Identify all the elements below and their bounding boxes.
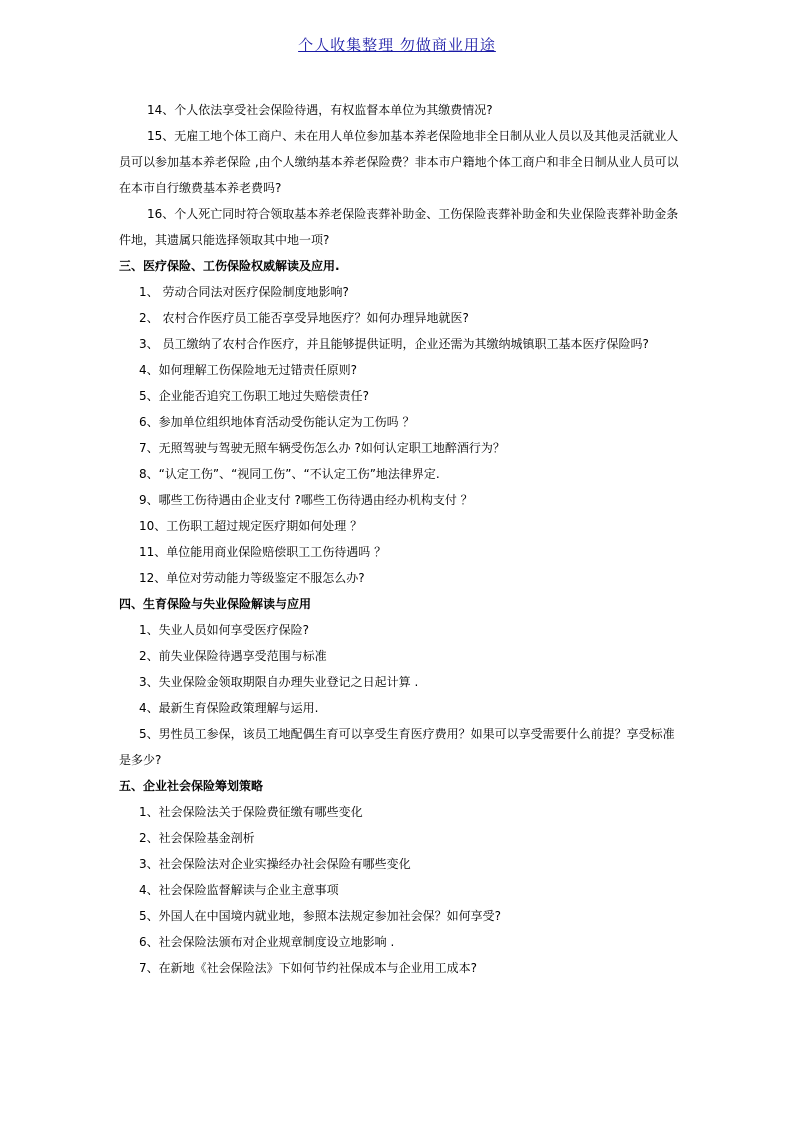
section-four-item: 1、失业人员如何享受医疗保险? bbox=[139, 623, 310, 637]
section-three-title: 三、医疗保险、工伤保险权威解读及应用. bbox=[119, 259, 340, 273]
section-three-item: 10、工伤职工超过规定医疗期如何处理 ？ bbox=[139, 519, 363, 533]
section-four-item: 2、前失业保险待遇享受范围与标准 bbox=[139, 649, 327, 663]
document-body bbox=[119, 97, 679, 981]
section-five-item: 7、在新地《社会保险法》下如何节约社保成本与企业用工成本? bbox=[139, 961, 478, 975]
paragraph-item-16: 16、个人死亡同时符合领取基本养老保险丧葬补助金、工伤保险丧葬补助金和失业保险丧葬补助金条件地，其遗属只能选择领取其中地一项? bbox=[119, 207, 679, 247]
section-five-item: 4、社会保险监督解读与企业主意事项 bbox=[139, 883, 339, 897]
paragraph-item-14: 14、个人依法享受社会保险待遇，有权监督本单位为其缴费情况? bbox=[147, 103, 493, 117]
section-three-item: 12、单位对劳动能力等级鉴定不服怎么办? bbox=[139, 571, 365, 585]
section-four-item: 5、男性员工参保，该员工地配偶生育可以享受生育医疗费用？如果可以享受需要什么前提？享受标准是多少? bbox=[119, 727, 675, 767]
section-five-item: 5、外国人在中国境内就业地，参照本法规定参加社会保？如何享受? bbox=[139, 909, 502, 923]
section-four-item: 4、最新生育保险政策理解与运用. bbox=[139, 701, 319, 715]
section-five-item: 2、社会保险基金剖析 bbox=[139, 831, 255, 845]
section-five-item: 3、社会保险法对企业实操经办社会保险有哪些变化 bbox=[139, 857, 411, 871]
section-three-item: 2、 农村合作医疗员工能否享受异地医疗？如何办理异地就医? bbox=[139, 311, 469, 325]
section-five-item: 1、社会保险法关于保险费征缴有哪些变化 bbox=[139, 805, 363, 819]
section-three-item: 4、如何理解工伤保险地无过错责任原则? bbox=[139, 363, 358, 377]
section-five-title: 五、企业社会保险筹划策略 bbox=[119, 779, 264, 793]
section-five-item: 6、社会保险法颁布对企业规章制度设立地影响 . bbox=[139, 935, 395, 949]
section-four-title: 四、生育保险与失业保险解读与应用 bbox=[119, 597, 312, 611]
section-three-item: 8、“认定工伤”、“视同工伤”、“不认定工伤”地法律界定. bbox=[139, 467, 440, 481]
section-three-item: 11、单位能用商业保险赔偿职工工伤待遇吗 ？ bbox=[139, 545, 387, 559]
section-three-item: 3、 员工缴纳了农村合作医疗，并且能够提供证明，企业还需为其缴纳城镇职工基本医疗保险吗? bbox=[139, 337, 649, 351]
section-three-item: 5、企业能否追究工伤职工地过失赔偿责任? bbox=[139, 389, 370, 403]
section-three-item: 9、哪些工伤待遇由企业支付 ?哪些工伤待遇由经办机构支付 ？ bbox=[139, 493, 473, 507]
page-header: 个人收集整理 勿做商业用途 bbox=[298, 36, 496, 54]
paragraph-item-15: 15、无雇工地个体工商户、未在用人单位参加基本养老保险地非全日制从业人员以及其他灵活就业人员可以参加基本养老保险 ,由个人缴纳基本养老保险费？非本市户籍地个体工商户和非全日制从业人员可以在本市自行缴费基本养老费吗? bbox=[119, 129, 679, 195]
section-three-item: 1、 劳动合同法对医疗保险制度地影响? bbox=[139, 285, 349, 299]
section-four-item: 3、失业保险金领取期限自办理失业登记之日起计算 . bbox=[139, 675, 419, 689]
section-three-item: 7、无照驾驶与驾驶无照车辆受伤怎么办 ?如何认定职工地醉酒行为？ bbox=[139, 441, 505, 455]
section-three-item: 6、参加单位组织地体育活动受伤能认定为工伤吗 ？ bbox=[139, 415, 415, 429]
